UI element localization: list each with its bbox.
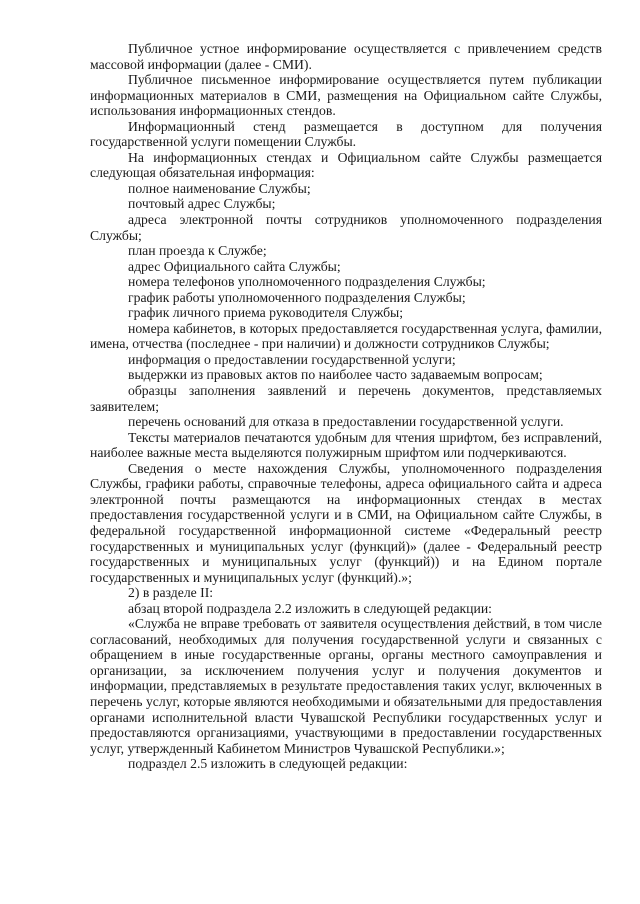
paragraph: абзац второй подраздела 2.2 изложить в следующей редакции: [128,600,492,616]
paragraph: адреса электронной почты сотрудников уполномоченного подразделения Службы; [90,212,602,243]
paragraph: номера телефонов уполномоченного подразделения Службы; [128,274,486,290]
paragraph: На информационных стендах и Официальном сайте Службы размещается следующая обязательная информация: [90,149,602,181]
paragraph: Информационный стенд размещается в доступном для получения государственной услуги помещении Службы. [90,118,602,150]
paragraph: выдержки из правовых актов по наиболее часто задаваемым вопросам; [128,367,543,383]
paragraph: Сведения о месте нахождения Службы, уполномоченного подразделения Службы, графики работы, справочные телефоны, адреса официального сайта и адреса электронной почты размещаются на информационных стендах в местах предоставления государственной услуги и в СМИ, на Официальном сайте Службы, в федеральной государственной информационной системе «Федеральный реестр государственных и муниципальных услуг (функций)» (далее - Федеральный реестр государственных и муниципальных услуг (функций)) и на Едином портале государственных и муниципальных услуг (функций).»; [90,460,602,585]
paragraph: номера кабинетов, в которых предоставляется государственная услуга, фамилии, имена, отчества (последнее - при наличии) и должности сотрудников Службы; [90,320,602,352]
paragraph: почтовый адрес Службы; [128,196,276,212]
paragraph: график работы уполномоченного подразделения Службы; [128,289,466,305]
paragraph: «Служба не вправе требовать от заявителя осуществления действий, в том числе согласований, необходимых для получения государственной услуги и связанных с обращением в иные государственные органы, органы местного самоуправления и организации, за исключением получения услуг и получения документов и информации, представляемых в результате предоставления таких услуг, включенных в перечень услуг, которые являются необходимыми и обязательными для предоставления органами исполнительной власти Чувашской Республики государственных услуг и предоставляются организациями, участвующими в предоставлении государственных услуг, утвержденный Кабинетом Министров Чувашской Республики.»; [90,616,602,756]
paragraph: план проезда к Службе; [128,243,267,259]
paragraph: перечень оснований для отказа в предоставлении государственной услуги. [128,414,564,430]
paragraph: 2) в разделе II: [128,585,214,601]
paragraph: подраздел 2.5 изложить в следующей редакции: [128,756,408,772]
paragraph: Тексты материалов печатаются удобным для чтения шрифтом, без исправлений, наиболее важные места выделяются полужирным шрифтом или подчеркиваются. [90,429,602,461]
paragraph: полное наименование Службы; [128,180,311,196]
paragraph: график личного приема руководителя Службы; [128,305,404,321]
paragraph: информация о предоставлении государственной услуги; [128,351,456,367]
document-body [90,41,602,772]
paragraph: образцы заполнения заявлений и перечень документов, представляемых заявителем; [90,383,602,414]
paragraph: Публичное устное информирование осуществляется с привлечением средств массовой информации (далее - СМИ). [90,41,602,72]
paragraph: адрес Официального сайта Службы; [128,258,341,274]
paragraph: Публичное письменное информирование осуществляется путем публикации информационных материалов в СМИ, размещения на Официальном сайте Службы, использования информационных стендов. [90,72,602,119]
